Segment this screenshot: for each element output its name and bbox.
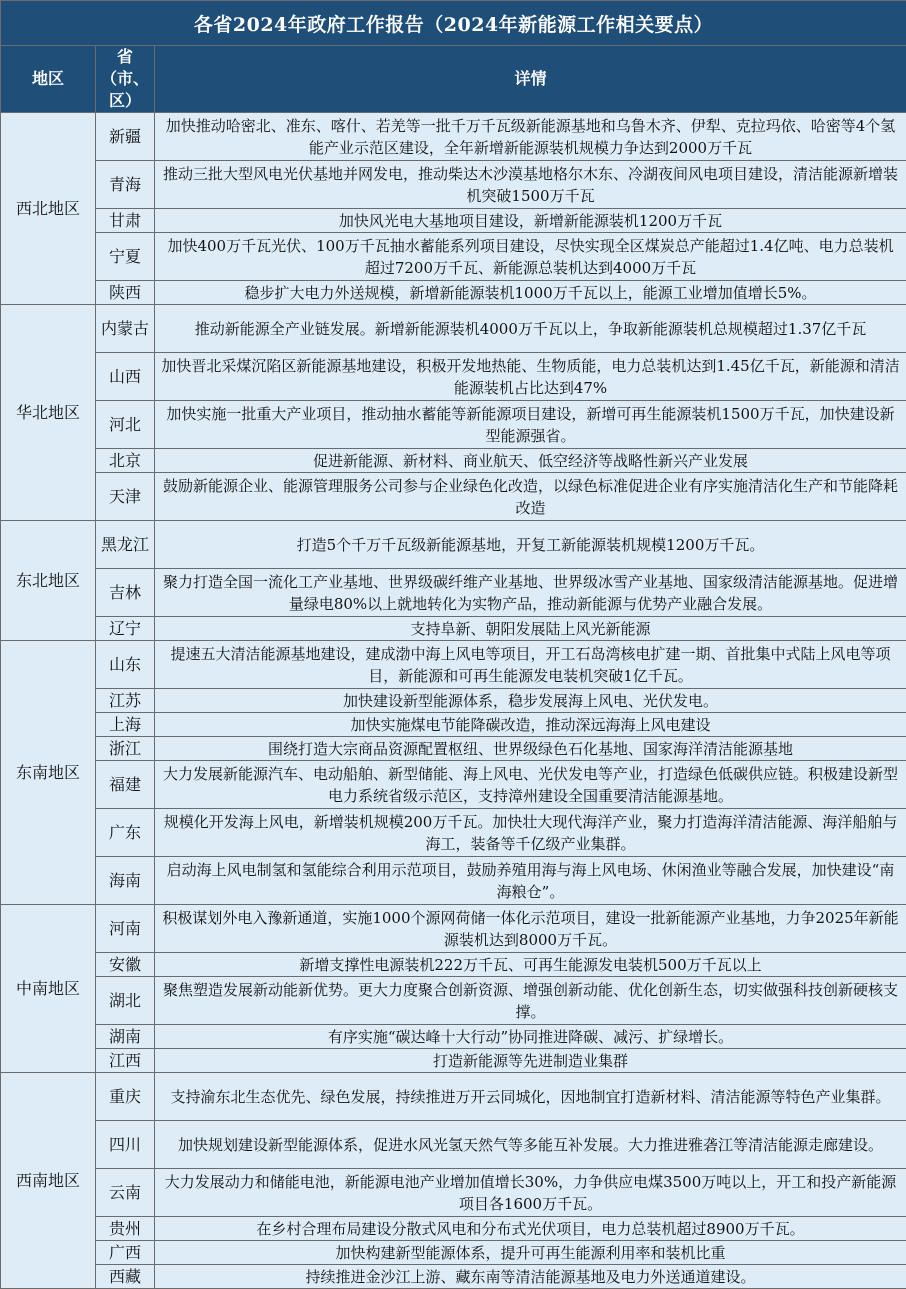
table-row — [1, 1241, 906, 1265]
detail-cell: 打造5个千万千瓦级新能源基地，开复工新能源装机规模1200万千瓦。 — [155, 521, 906, 569]
detail-cell: 支持渝东北生态优先、绿色发展，持续推进万开云同城化，因地制宜打造新材料、清洁能源等特色产业集群。 — [155, 1073, 906, 1121]
table-row — [1, 1049, 906, 1073]
table-row — [1, 857, 906, 905]
detail-cell: 推动三批大型风电光伏基地并网发电，推动柴达木沙漠基地格尔木东、冷湖夜间风电项目建设，清洁能源新增装机突破1500万千瓦 — [155, 161, 906, 209]
province-cell: 海南 — [96, 857, 155, 905]
detail-cell: 围绕打造大宗商品资源配置枢纽、世界级绿色石化基地、国家海洋清洁能源基地 — [155, 737, 906, 761]
province-cell: 北京 — [96, 449, 155, 473]
province-cell: 陕西 — [96, 281, 155, 305]
province-cell: 江苏 — [96, 689, 155, 713]
table-row — [1, 353, 906, 401]
detail-cell: 启动海上风电制氢和氢能综合利用示范项目，鼓励养殖用海与海上风电场、休闲渔业等融合发展，加快建设“南海粮仓”。 — [155, 857, 906, 905]
detail-cell: 加快实施一批重大产业项目，推动抽水蓄能等新能源项目建设，新增可再生能源装机1500万千瓦，加快建设新型能源强省。 — [155, 401, 906, 449]
province-cell: 浙江 — [96, 737, 155, 761]
table-row — [1, 1025, 906, 1049]
detail-cell: 加快规划建设新型能源体系，促进水风光氢天然气等多能互补发展。大力推进雅砻江等清洁能源走廊建设。 — [155, 1121, 906, 1169]
table-row — [1, 1121, 906, 1169]
detail-cell: 加快实施煤电节能降碳改造，推动深远海海上风电建设 — [155, 713, 906, 737]
table-row — [1, 737, 906, 761]
table-row — [1, 521, 906, 569]
table-row — [1, 809, 906, 857]
province-cell: 河南 — [96, 905, 155, 953]
province-cell: 广东 — [96, 809, 155, 857]
province-cell: 西藏 — [96, 1265, 155, 1289]
province-cell: 新疆 — [96, 113, 155, 161]
table-row — [1, 305, 906, 353]
detail-cell: 聚力打造全国一流化工产业基地、世界级碳纤维产业基地、世界级冰雪产业基地、国家级清洁能源基地。促进增量绿电80%以上就地转化为实物产品，推动新能源与优势产业融合发展。 — [155, 569, 906, 617]
province-cell: 黑龙江 — [96, 521, 155, 569]
province-cell: 吉林 — [96, 569, 155, 617]
detail-cell: 加快建设新型能源体系，稳步发展海上风电、光伏发电。 — [155, 689, 906, 713]
province-cell: 广西 — [96, 1241, 155, 1265]
detail-cell: 加快推动哈密北、准东、喀什、若羌等一批千万千瓦级新能源基地和乌鲁木齐、伊犁、克拉玛依、哈密等4个氢能产业示范区建设，全年新增新能源装机规模力争达到2000万千瓦 — [155, 113, 906, 161]
header-province: 省（市、区） — [96, 46, 155, 113]
province-cell: 贵州 — [96, 1217, 155, 1241]
province-cell: 山西 — [96, 353, 155, 401]
table-row — [1, 1265, 906, 1289]
detail-cell: 聚焦塑造发展新动能新优势。更大力度聚合创新资源、增强创新动能、优化创新生态，切实做强科技创新硬核支撑。 — [155, 977, 906, 1025]
table-row — [1, 617, 906, 641]
detail-cell: 促进新能源、新材料、商业航天、低空经济等战略性新兴产业发展 — [155, 449, 906, 473]
province-cell: 辽宁 — [96, 617, 155, 641]
detail-cell: 在乡村合理布局建设分散式风电和分布式光伏项目，电力总装机超过8900万千瓦。 — [155, 1217, 906, 1241]
table-row — [1, 905, 906, 953]
detail-cell: 推动新能源全产业链发展。新增新能源装机4000万千瓦以上，争取新能源装机总规模超过1.37亿千瓦 — [155, 305, 906, 353]
detail-cell: 加快构建新型能源体系，提升可再生能源利用率和装机比重 — [155, 1241, 906, 1265]
province-cell: 甘肃 — [96, 209, 155, 233]
table-row — [1, 473, 906, 521]
province-cell: 湖北 — [96, 977, 155, 1025]
region-cell: 西南地区 — [1, 1073, 96, 1289]
province-cell: 江西 — [96, 1049, 155, 1073]
region-cell: 中南地区 — [1, 905, 96, 1073]
table-row — [1, 761, 906, 809]
province-cell: 上海 — [96, 713, 155, 737]
detail-cell: 鼓励新能源企业、能源管理服务公司参与企业绿色化改造，以绿色标准促进企业有序实施清洁化生产和节能降耗改造 — [155, 473, 906, 521]
table-row — [1, 1217, 906, 1241]
region-cell: 东南地区 — [1, 641, 96, 905]
province-cell: 山东 — [96, 641, 155, 689]
province-cell: 宁夏 — [96, 233, 155, 281]
region-cell: 西北地区 — [1, 113, 96, 305]
detail-cell: 提速五大清洁能源基地建设，建成渤中海上风电等项目，开工石岛湾核电扩建一期、首批集中式陆上风电等项目，新能源和可再生能源发电装机突破1亿千瓦。 — [155, 641, 906, 689]
province-cell: 四川 — [96, 1121, 155, 1169]
table-row — [1, 209, 906, 233]
detail-cell: 加快晋北采煤沉陷区新能源基地建设，积极开发地热能、生物质能，电力总装机达到1.45亿千瓦，新能源和清洁能源装机占比达到47% — [155, 353, 906, 401]
table-row — [1, 161, 906, 209]
detail-cell: 积极谋划外电入豫新通道，实施1000个源网荷储一体化示范项目，建设一批新能源产业基地，力争2025年新能源装机达到8000万千瓦。 — [155, 905, 906, 953]
detail-cell: 打造新能源等先进制造业集群 — [155, 1049, 906, 1073]
region-cell: 东北地区 — [1, 521, 96, 641]
detail-cell: 大力发展新能源汽车、电动船舶、新型储能、海上风电、光伏发电等产业，打造绿色低碳供应链。积极建设新型电力系统省级示范区，支持漳州建设全国重要清洁能源基地。 — [155, 761, 906, 809]
header-detail: 详情 — [155, 46, 906, 113]
table-row — [1, 569, 906, 617]
table-row — [1, 1073, 906, 1121]
province-cell: 福建 — [96, 761, 155, 809]
detail-cell: 加快400万千瓦光伏、100万千瓦抽水蓄能系列项目建设，尽快实现全区煤炭总产能超过1.4亿吨、电力总装机超过7200万千瓦、新能源总装机达到4000万千瓦 — [155, 233, 906, 281]
province-cell: 天津 — [96, 473, 155, 521]
table-row — [1, 281, 906, 305]
detail-cell: 持续推进金沙江上游、藏东南等清洁能源基地及电力外送通道建设。 — [155, 1265, 906, 1289]
table-row — [1, 233, 906, 281]
table-row — [1, 641, 906, 689]
table-title: 各省2024年政府工作报告（2024年新能源工作相关要点） — [1, 1, 906, 46]
detail-cell: 大力发展动力和储能电池，新能源电池产业增加值增长30%，力争供应电煤3500万吨以上，开工和投产新能源项目各1600万千瓦。 — [155, 1169, 906, 1217]
province-cell: 内蒙古 — [96, 305, 155, 353]
header-region: 地区 — [1, 46, 96, 113]
detail-cell: 规模化开发海上风电，新增装机规模200万千瓦。加快壮大现代海洋产业，聚力打造海洋清洁能源、海洋船舶与海工，装备等千亿级产业集群。 — [155, 809, 906, 857]
table-row — [1, 1169, 906, 1217]
table-row — [1, 977, 906, 1025]
table-row — [1, 953, 906, 977]
province-cell: 青海 — [96, 161, 155, 209]
province-cell: 重庆 — [96, 1073, 155, 1121]
province-cell: 云南 — [96, 1169, 155, 1217]
table-row — [1, 713, 906, 737]
table-row — [1, 449, 906, 473]
province-cell: 湖南 — [96, 1025, 155, 1049]
detail-cell: 支持阜新、朝阳发展陆上风光新能源 — [155, 617, 906, 641]
detail-cell: 有序实施“碳达峰十大行动”协同推进降碳、减污、扩绿增长。 — [155, 1025, 906, 1049]
detail-cell: 稳步扩大电力外送规模，新增新能源装机1000万千瓦以上，能源工业增加值增长5%。 — [155, 281, 906, 305]
table-row — [1, 401, 906, 449]
province-cell: 安徽 — [96, 953, 155, 977]
detail-cell: 新增支撑性电源装机222万千瓦、可再生能源发电装机500万千瓦以上 — [155, 953, 906, 977]
table-row — [1, 113, 906, 161]
table-row — [1, 689, 906, 713]
region-cell: 华北地区 — [1, 305, 96, 521]
province-cell: 河北 — [96, 401, 155, 449]
detail-cell: 加快风光电大基地项目建设，新增新能源装机1200万千瓦 — [155, 209, 906, 233]
